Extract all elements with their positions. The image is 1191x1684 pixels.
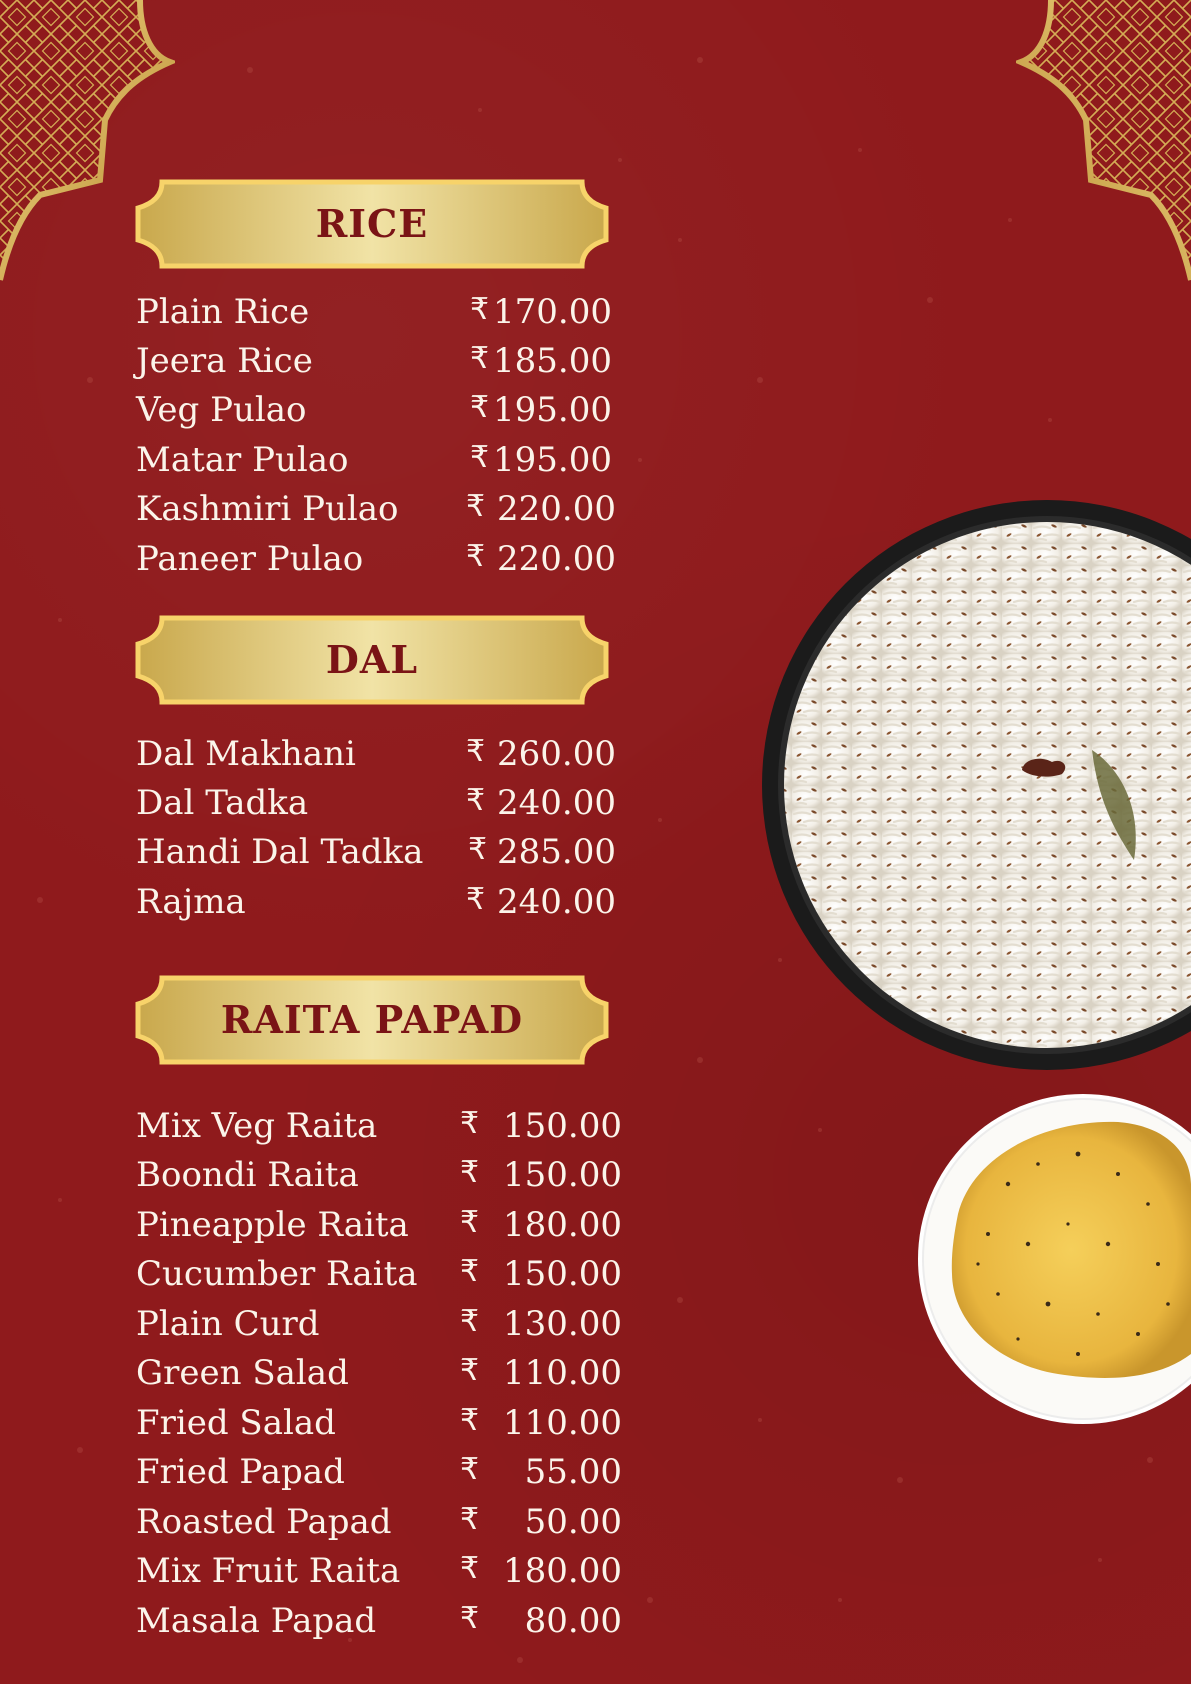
menu-item <box>136 1205 626 1255</box>
rupee-symbol: ₹ <box>460 1551 480 1586</box>
rupee-symbol: ₹ <box>466 539 486 574</box>
menu-item <box>136 1353 626 1403</box>
item-name: Green Salad <box>136 1353 349 1393</box>
menu-item <box>136 882 626 932</box>
rupee-symbol: ₹ <box>470 341 490 376</box>
menu-item <box>136 341 626 391</box>
papad-plate-image <box>918 1094 1191 1424</box>
item-price: 80.00 <box>524 1601 622 1641</box>
menu-item <box>136 783 626 833</box>
menu-item <box>136 734 626 784</box>
item-price: 240.00 <box>497 882 616 922</box>
rupee-symbol: ₹ <box>470 292 490 327</box>
section-banner-dal <box>134 614 610 706</box>
rice-bowl-image <box>762 500 1191 1070</box>
rupee-symbol: ₹ <box>460 1353 480 1388</box>
menu-item <box>136 390 626 440</box>
item-price: 260.00 <box>497 734 616 774</box>
rupee-symbol: ₹ <box>460 1205 480 1240</box>
item-price: 195.00 <box>493 440 612 480</box>
item-name: Plain Curd <box>136 1304 320 1344</box>
item-price: 150.00 <box>503 1254 622 1294</box>
item-price: 195.00 <box>493 390 612 430</box>
item-price: 50.00 <box>524 1502 622 1542</box>
menu-item <box>136 489 626 539</box>
item-name: Dal Makhani <box>136 734 356 774</box>
item-price: 285.00 <box>497 832 616 872</box>
rupee-symbol: ₹ <box>460 1254 480 1289</box>
section-title-rice: RICE <box>315 201 429 246</box>
section-title-raita-papad: RAITA PAPAD <box>220 997 524 1042</box>
item-name: Masala Papad <box>136 1601 377 1641</box>
menu-item <box>136 1403 626 1453</box>
section-title-dal: DAL <box>325 637 419 682</box>
item-name: Rajma <box>136 882 246 922</box>
item-price: 180.00 <box>503 1205 622 1245</box>
menu-item <box>136 1155 626 1205</box>
item-name: Kashmiri Pulao <box>136 489 399 529</box>
menu-item <box>136 539 626 589</box>
menu-item <box>136 832 626 882</box>
item-price: 220.00 <box>497 489 616 529</box>
menu-item <box>136 292 626 342</box>
item-price: 150.00 <box>503 1106 622 1146</box>
rupee-symbol: ₹ <box>466 882 486 917</box>
menu-item <box>136 1304 626 1354</box>
item-name: Veg Pulao <box>136 390 307 430</box>
item-name: Plain Rice <box>136 292 310 332</box>
item-price: 170.00 <box>493 292 612 332</box>
item-name: Boondi Raita <box>136 1155 359 1195</box>
item-name: Roasted Papad <box>136 1502 392 1542</box>
rupee-symbol: ₹ <box>460 1403 480 1438</box>
rupee-symbol: ₹ <box>460 1502 480 1537</box>
item-name: Matar Pulao <box>136 440 349 480</box>
rupee-symbol: ₹ <box>460 1452 480 1487</box>
item-price: 180.00 <box>503 1551 622 1591</box>
item-name: Jeera Rice <box>136 341 313 381</box>
item-name: Fried Salad <box>136 1403 336 1443</box>
rupee-symbol: ₹ <box>466 783 486 818</box>
item-price: 110.00 <box>503 1403 622 1443</box>
corner-ornament-right <box>1016 0 1191 290</box>
menu-item <box>136 1551 626 1601</box>
menu-item <box>136 440 626 490</box>
menu-item <box>136 1106 626 1156</box>
item-price: 240.00 <box>497 783 616 823</box>
rupee-symbol: ₹ <box>460 1601 480 1636</box>
item-name: Cucumber Raita <box>136 1254 418 1294</box>
item-price: 220.00 <box>497 539 616 579</box>
rupee-symbol: ₹ <box>460 1304 480 1339</box>
rupee-symbol: ₹ <box>460 1155 480 1190</box>
item-price: 55.00 <box>524 1452 622 1492</box>
menu-item <box>136 1601 626 1651</box>
rupee-symbol: ₹ <box>468 832 488 867</box>
menu-item <box>136 1254 626 1304</box>
item-name: Pineapple Raita <box>136 1205 409 1245</box>
menu-item <box>136 1452 626 1502</box>
item-name: Mix Fruit Raita <box>136 1551 401 1591</box>
menu-item <box>136 1502 626 1552</box>
item-price: 130.00 <box>503 1304 622 1344</box>
rupee-symbol: ₹ <box>470 390 490 425</box>
rupee-symbol: ₹ <box>460 1106 480 1141</box>
item-name: Handi Dal Tadka <box>136 832 424 872</box>
item-name: Fried Papad <box>136 1452 345 1492</box>
item-price: 185.00 <box>493 341 612 381</box>
item-name: Mix Veg Raita <box>136 1106 378 1146</box>
section-banner-raita-papad <box>134 974 610 1066</box>
item-price: 150.00 <box>503 1155 622 1195</box>
section-banner-rice <box>134 178 610 270</box>
item-name: Paneer Pulao <box>136 539 364 579</box>
item-name: Dal Tadka <box>136 783 309 823</box>
rupee-symbol: ₹ <box>470 440 490 475</box>
rupee-symbol: ₹ <box>466 734 486 769</box>
rupee-symbol: ₹ <box>466 489 486 524</box>
item-price: 110.00 <box>503 1353 622 1393</box>
